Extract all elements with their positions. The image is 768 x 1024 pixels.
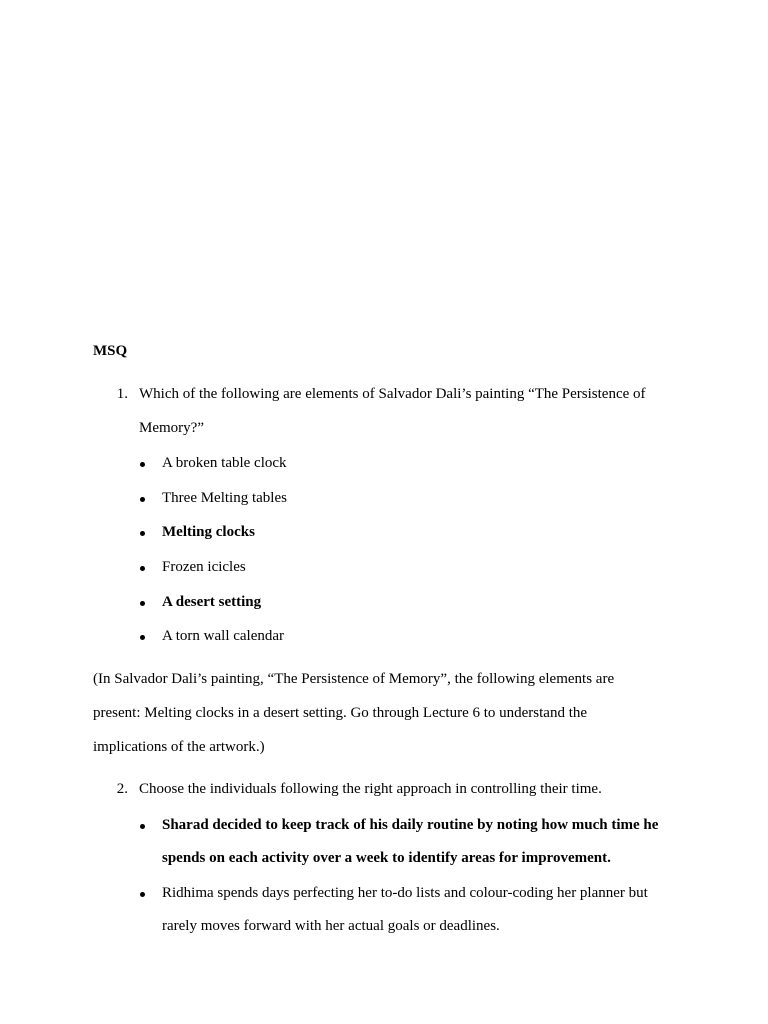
- option-text-correct: Melting clocks: [162, 524, 255, 540]
- option-text: A torn wall calendar: [162, 628, 285, 644]
- option-text: Ridhima spends days perfecting her to-do lists and colour-coding her planner but: [162, 885, 648, 901]
- bullet-icon: [140, 824, 145, 829]
- question-number: 1.: [116, 386, 128, 402]
- question-text-line: Which of the following are elements of Salvador Dali’s painting “The Persistence of: [139, 386, 646, 402]
- explanation-line: implications of the artwork.): [93, 739, 265, 755]
- option-text-correct: Sharad decided to keep track of his daily routine by noting how much time he: [162, 817, 659, 833]
- option-text: Frozen icicles: [162, 559, 246, 575]
- option-text: rarely moves forward with her actual goals or deadlines.: [162, 918, 500, 934]
- bullet-icon: [140, 601, 145, 606]
- bullet-icon: [140, 497, 145, 502]
- bullet-icon: [140, 531, 145, 536]
- section-title: MSQ: [93, 343, 128, 359]
- explanation-line: (In Salvador Dali’s painting, “The Persistence of Memory”, the following elements are: [93, 671, 615, 687]
- bullet-icon: [140, 892, 145, 897]
- bullet-icon: [140, 566, 145, 571]
- bullet-icon: [140, 462, 145, 467]
- option-text: Three Melting tables: [162, 490, 287, 506]
- option-text: A broken table clock: [162, 455, 287, 471]
- question-text-line: Memory?”: [139, 420, 204, 436]
- option-text-correct: spends on each activity over a week to identify areas for improvement.: [162, 850, 611, 866]
- question-text-line: Choose the individuals following the right approach in controlling their time.: [139, 781, 602, 797]
- question-number: 2.: [116, 781, 128, 797]
- explanation-line: present: Melting clocks in a desert setting. Go through Lecture 6 to understand the: [93, 705, 588, 721]
- bullet-icon: [140, 635, 145, 640]
- option-text-correct: A desert setting: [162, 594, 262, 610]
